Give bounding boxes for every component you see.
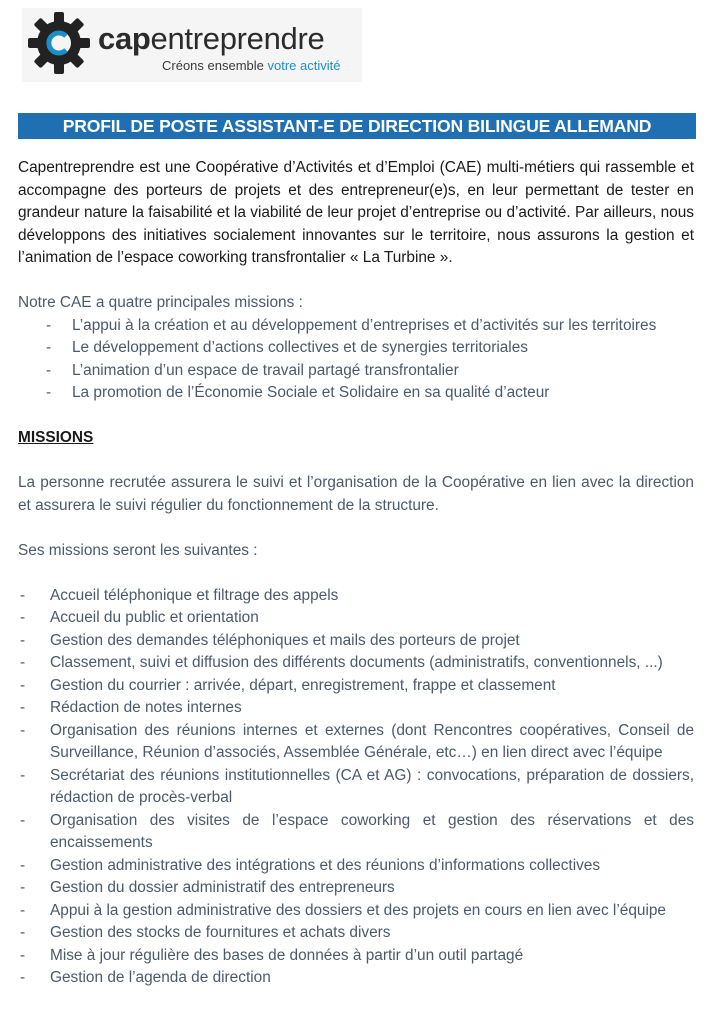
list-item: - Appui à la gestion administrative des dossiers et des projets en cours en lien avec l’équipe <box>18 900 694 923</box>
tagline-accent: votre activité <box>267 58 341 73</box>
list-item: - Gestion administrative des intégrations et des réunions d’informations collectives <box>18 855 694 878</box>
intro-paragraph: Capentreprendre est une Coopérative d’Activités et d’Emploi (CAE) multi-métiers qui rassemble et accompagne des porteurs de projets et des entrepreneur(e)s, en leur permettant de tester en grandeur nature la faisabilité et la viabilité de leur projet d’entreprise ou d’activité. Par ailleurs, nous développons des initiatives socialement innovantes sur le territoire, nous assurons la gestion et l’animation de l’espace coworking transfrontalier « La Turbine ». <box>18 159 694 266</box>
list-item: - Organisation des réunions internes et externes (dont Rencontres coopératives, Conseil de Surveillance, Réunion d’associés, Assemblée Générale, etc…) en lien direct avec l’équipe <box>18 720 694 765</box>
list-item: - Gestion du dossier administratif des entrepreneurs <box>18 877 694 900</box>
cae-missions-intro: Notre CAE a quatre principales missions : <box>18 294 303 311</box>
list-item: - Accueil du public et orientation <box>18 607 694 630</box>
brand-name <box>98 22 324 56</box>
list-item: - L’animation d’un espace de travail partagé transfrontalier <box>18 360 694 383</box>
list-item: - L’appui à la création et au développement d’entreprises et d’activités sur les territoires <box>18 315 694 338</box>
tagline-main: Créons ensemble <box>162 58 264 73</box>
list-item: - La promotion de l’Économie Sociale et Solidaire en sa qualité d’acteur <box>18 382 694 405</box>
page-title: PROFIL DE POSTE ASSISTANT-E DE DIRECTION BILINGUE ALLEMAND <box>18 113 696 139</box>
list-item: - Gestion de l’agenda de direction <box>18 967 694 990</box>
tasks-intro: Ses missions seront les suivantes : <box>18 541 258 559</box>
list-item: - Accueil téléphonique et filtrage des appels <box>18 585 694 608</box>
list-item: - Le développement d’actions collectives et de synergies territoriales <box>18 337 694 360</box>
list-item: - Rédaction de notes internes <box>18 697 694 720</box>
gear-logo-icon <box>26 10 92 76</box>
document-body <box>18 157 694 990</box>
brand-bold: cap <box>98 21 151 56</box>
list-item: - Mise à jour régulière des bases de données à partir d’un outil partagé <box>18 945 694 968</box>
tasks-list <box>18 585 694 990</box>
list-item: - Gestion du courrier : arrivée, départ, enregistrement, frappe et classement <box>18 675 694 698</box>
list-item: - Gestion des stocks de fournitures et achats divers <box>18 922 694 945</box>
list-item: - Organisation des visites de l’espace coworking et gestion des réservations et des encaissements <box>18 810 694 855</box>
brand-light: entreprendre <box>150 21 325 56</box>
cae-missions-list <box>18 315 694 405</box>
brand-tagline <box>162 58 341 73</box>
recruit-paragraph: La personne recrutée assurera le suivi et l’organisation de la Coopérative en lien avec la direction et assurera le suivi régulier du fonctionnement de la structure. <box>18 474 694 514</box>
company-logo <box>22 8 362 82</box>
list-item: - Secrétariat des réunions institutionnelles (CA et AG) : convocations, préparation de dossiers, rédaction de procès-verbal <box>18 765 694 810</box>
section-title-missions: MISSIONS <box>18 429 94 446</box>
list-item: - Classement, suivi et diffusion des différents documents (administratifs, conventionnels, ...) <box>18 652 694 675</box>
list-item: - Gestion des demandes téléphoniques et mails des porteurs de projet <box>18 630 694 653</box>
